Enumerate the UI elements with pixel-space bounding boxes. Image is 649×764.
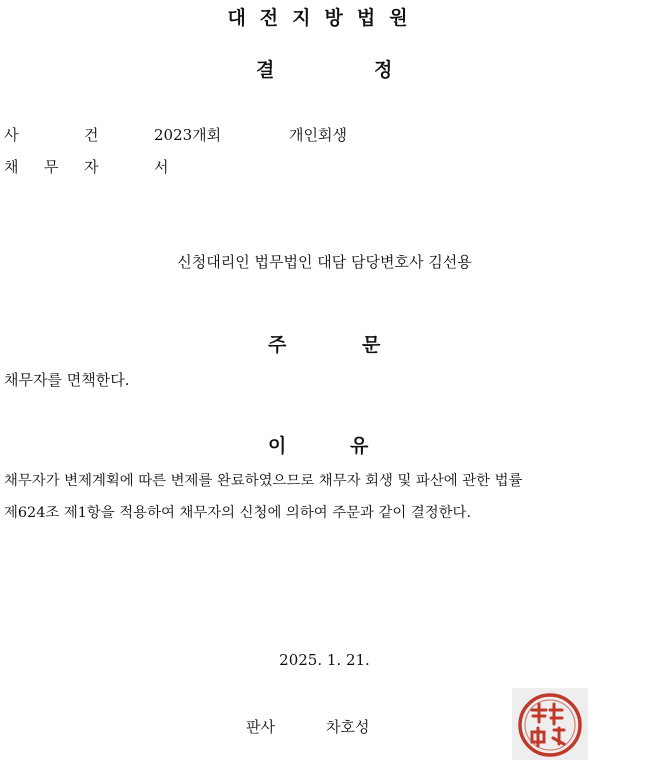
judge-title: 판사 xyxy=(246,718,275,736)
debtor-name: 서 xyxy=(154,158,169,176)
case-type: 개인회생 xyxy=(289,126,347,144)
reason-line-1: 채무자가 변제계획에 따른 변제를 완료하였으므로 채무자 회생 및 파산에 관한 법률 xyxy=(4,473,523,489)
case-label-2: 건 xyxy=(84,126,99,144)
debtor-label-1: 채 xyxy=(4,158,19,176)
judge-name: 차호성 xyxy=(326,718,370,736)
order-heading-right: 문 xyxy=(362,334,381,356)
reason-heading-left: 이 xyxy=(268,435,287,457)
case-number: 2023개회 xyxy=(154,126,222,144)
court-name: 대전지방법원 xyxy=(227,7,422,29)
case-label-1: 사 xyxy=(4,126,19,144)
judge-seal-stamp xyxy=(512,688,588,760)
debtor-label-2: 무 xyxy=(44,158,59,176)
agent-line: 신청대리인 법무법인 대담 담당변호사 김선용 xyxy=(177,253,472,271)
reason-heading-right: 유 xyxy=(350,435,369,457)
doc-type-left: 결 xyxy=(256,59,275,81)
decision-date: 2025. 1. 21. xyxy=(279,651,370,669)
order-heading-left: 주 xyxy=(268,334,287,356)
reason-line-2: 제624조 제1항을 적용하여 채무자의 신청에 의하여 주문과 같이 결정한다. xyxy=(4,505,472,521)
doc-type-right: 정 xyxy=(374,59,393,81)
order-text: 채무자를 면책한다. xyxy=(4,371,130,389)
debtor-label-3: 자 xyxy=(84,158,99,176)
